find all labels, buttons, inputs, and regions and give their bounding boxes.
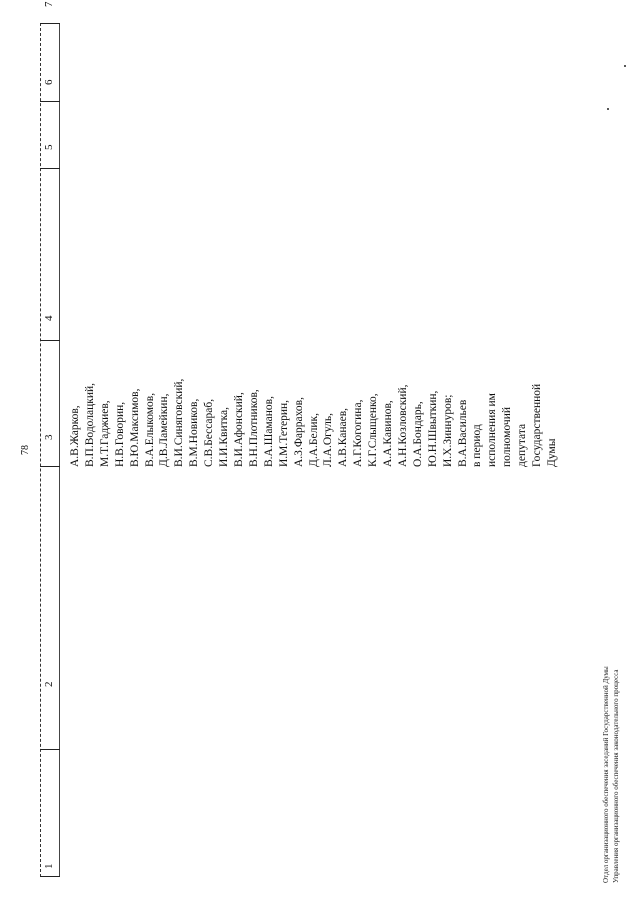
column-number-3: 3 bbox=[43, 434, 55, 440]
name-list-item: В.А.Елыкомов, bbox=[143, 392, 156, 467]
name-list-item: В.И.Синяговский, bbox=[173, 378, 186, 467]
column-number-4: 4 bbox=[43, 315, 55, 321]
name-list-item: Л.А.Огуль, bbox=[322, 413, 335, 467]
name-list-item: Ю.Н.Швыткин, bbox=[426, 390, 439, 467]
footer-line-1: Отдел организационного обеспечения заседаний Государственной Думы bbox=[602, 666, 610, 883]
column-number-5: 5 bbox=[43, 144, 55, 150]
name-list-item: С.В.Бессараб, bbox=[203, 398, 216, 467]
name-list-item: Д.А.Белик, bbox=[307, 413, 320, 467]
name-list-item: В.М.Новиков, bbox=[188, 398, 201, 467]
name-list-item: В.А.Шаманов, bbox=[262, 396, 275, 467]
name-list-item: И.М.Тетерин, bbox=[277, 399, 290, 467]
name-list-item: Н.В.Говорин, bbox=[113, 401, 126, 467]
name-list-item: депутата bbox=[516, 423, 529, 467]
header-divider bbox=[40, 101, 60, 102]
header-divider bbox=[40, 168, 60, 169]
name-list-item: О.А.Бондарь, bbox=[411, 401, 424, 467]
name-list-item: И.И.Квитка, bbox=[218, 406, 231, 467]
name-list-item: В.Ю.Максимов, bbox=[128, 388, 141, 467]
column-number-6: 6 bbox=[43, 79, 55, 85]
name-list-item: И.Х.Зиннуров; bbox=[441, 394, 454, 467]
header-divider bbox=[40, 749, 60, 750]
name-list-item: А.А.Кавинов, bbox=[382, 400, 395, 467]
name-list-item: А.Г.Когогина, bbox=[352, 399, 365, 467]
header-divider bbox=[40, 466, 60, 467]
name-list-item: Думы bbox=[546, 438, 558, 467]
column-header-table bbox=[40, 1, 60, 877]
deputies-names-list bbox=[68, 379, 560, 467]
footer bbox=[601, 666, 621, 883]
column-number-2: 2 bbox=[43, 681, 55, 687]
page-number: 78 bbox=[20, 445, 31, 455]
name-list-item: Д.В.Ламейкин, bbox=[158, 393, 171, 467]
header-divider bbox=[40, 876, 60, 877]
footer-line-2: Управления организационного обеспечения законодательного процесса bbox=[612, 669, 620, 883]
name-list-item: К.Г.Слыщенко, bbox=[367, 393, 380, 467]
name-list-item: Государственной bbox=[531, 383, 544, 467]
name-list-item: А.В.Канаев, bbox=[337, 407, 350, 467]
column-number-7: 7 bbox=[43, 1, 55, 7]
scan-speck bbox=[624, 65, 626, 67]
name-list-item: А.З.Фаррахов, bbox=[292, 397, 305, 467]
name-list-item: В.А.Васильев bbox=[456, 399, 469, 467]
name-list-item: А.В.Жарков, bbox=[69, 405, 81, 467]
name-list-item: М.Т.Гаджиев, bbox=[98, 400, 111, 467]
scan-speck bbox=[607, 108, 609, 110]
name-list-item: В.И.Афонский, bbox=[232, 392, 245, 467]
name-list-item: В.П.Водолацкий, bbox=[83, 382, 96, 467]
name-list-item: А.Н.Козловский, bbox=[396, 384, 409, 467]
header-divider bbox=[40, 340, 60, 341]
name-list-item: полномочий bbox=[501, 407, 514, 467]
column-number-1: 1 bbox=[43, 863, 55, 869]
header-divider bbox=[40, 23, 60, 24]
name-list-item: исполнения им bbox=[486, 393, 499, 467]
name-list-item: В.Н.Плотников, bbox=[247, 389, 260, 467]
name-list-item: в период bbox=[471, 424, 484, 467]
